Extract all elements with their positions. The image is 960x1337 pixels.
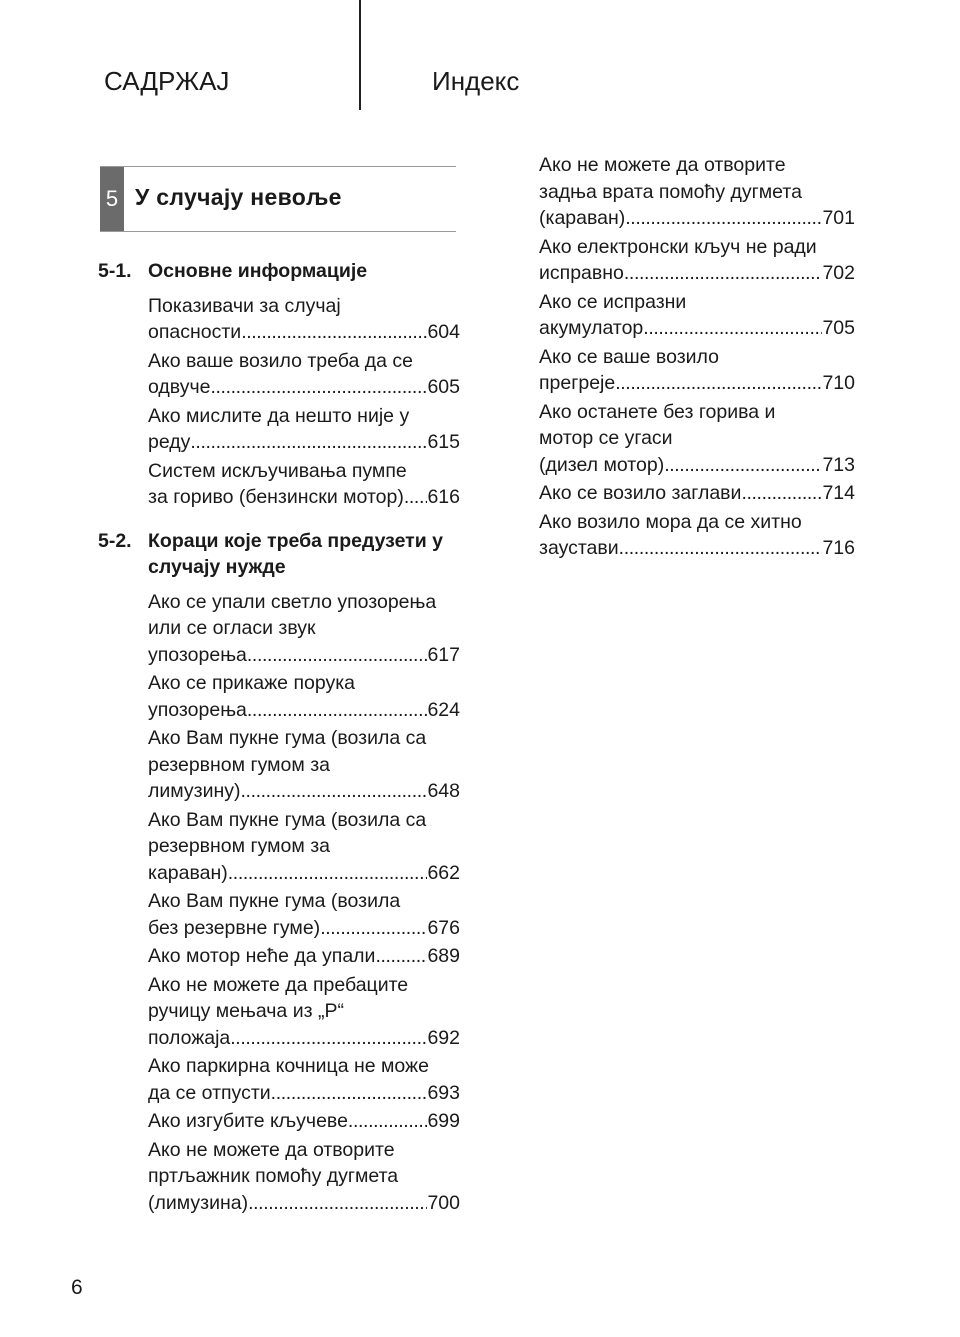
section-number-tab: 5 [100,167,124,231]
entry-page-number: 716 [822,537,855,559]
entry-text: заустави [539,537,619,559]
subsection-number: 5-1. [98,260,132,282]
dot-leader [348,1108,428,1135]
entry-text: Ако мотор неће да упали [148,945,376,967]
contents-link[interactable]: САДРЖАЈ [104,66,230,96]
toc-entry-link[interactable] [539,234,855,287]
dot-leader [624,260,823,287]
entry-text: Ако паркирна кочница не може [148,1055,429,1077]
entry-text: опасности [148,321,242,343]
entry-last-line [148,697,460,724]
entry-text: (дизел мотор) [539,453,665,476]
entry-text: положаја [148,1026,231,1049]
entry-last-line [539,315,855,342]
entry-text: за гориво (бензински мотор) [148,486,404,508]
dot-leader [375,943,427,970]
entry-text: Ако Вам пукне гума (возила са [148,808,427,831]
toc-entry-link[interactable] [539,289,855,342]
entry-page-number: 615 [427,431,460,453]
entry-text: упозорења [148,698,247,721]
entry-last-line [148,319,460,346]
entry-page-number: 700 [427,1191,460,1214]
entry-last-line [539,452,855,479]
toc-entry-link[interactable] [148,348,460,401]
dot-leader [241,778,428,805]
subsection-entries [98,293,460,511]
entry-last-line [148,374,460,401]
entry-last-line [539,535,855,562]
entry-page-number: 702 [822,262,855,284]
dot-leader [615,370,822,397]
entry-text: упозорења [148,643,247,666]
toc-entry-link[interactable] [148,670,460,723]
entry-last-line [148,915,460,942]
entry-text: Показивачи за случај [148,294,341,317]
entry-last-line [539,480,855,507]
entry-text: да се отпусти [148,1081,271,1104]
entry-text: Ако електронски кључ не ради [539,235,817,258]
toc-left-column [98,258,460,1233]
entry-text: прегреје [539,372,616,394]
entry-text: (караван) [539,207,626,229]
entry-text: Ако се испразни [539,290,687,313]
entry-page-number: 616 [427,486,460,508]
subsection-heading [98,528,460,581]
subsection-title: Кораци које треба предузети у случају нужде [148,529,443,578]
entry-text: караван) [148,861,228,884]
entry-text: акумулатор [539,317,644,339]
entry-text: Ако се возило заглави [539,482,742,504]
entry-page-number: 617 [427,643,460,666]
subsection-title: Основне информације [148,260,368,282]
entry-page-number: 693 [427,1081,460,1104]
dot-leader [248,1190,427,1217]
entry-text: без резервне гуме) [148,916,321,939]
entry-page-number: 699 [427,1110,460,1132]
dot-leader [230,1025,427,1052]
dot-leader [247,642,428,669]
entry-text: Ако ваше возило треба да се [148,349,413,372]
page-number: 6 [71,1276,83,1299]
toc-entry-link[interactable] [148,972,460,1052]
toc-entry-link[interactable] [539,480,855,507]
entry-last-line [539,370,855,397]
entry-text: лимузину) [148,780,241,802]
entry-text: Ако не можете да пребаците [148,973,409,996]
dot-leader [247,697,428,724]
entry-page-number: 701 [822,207,855,229]
dot-leader [210,374,427,401]
entry-text: задња врата помоћу дугмета [539,180,802,203]
entry-last-line [539,260,855,287]
toc-entry-link[interactable] [148,458,460,511]
entry-page-number: 689 [427,945,460,967]
entry-text: Ако се ваше возило [539,345,719,368]
dot-leader [404,484,428,511]
dot-leader [190,429,427,456]
entry-text: Ако Вам пукне гума (возила са [148,727,427,749]
subsection-number: 5-2. [98,529,132,552]
toc-entry-link[interactable] [539,399,855,479]
entry-text: Ако изгубите кључеве [148,1110,348,1132]
entry-text: исправно [539,262,624,284]
dot-leader [619,535,823,562]
entry-last-line [148,778,460,805]
entry-text: резервном гумом за [148,835,330,857]
entry-page-number: 710 [822,372,855,394]
toc-entry-link[interactable] [148,807,460,887]
entry-text: пртљажник помоћу дугмета [148,1165,399,1187]
entry-text: Ако се прикаже порука [148,672,356,694]
entry-page-number: 604 [427,321,460,343]
entry-text: Ако не можете да отворите [539,154,786,176]
entry-page-number: 648 [427,780,460,802]
entry-page-number: 605 [427,376,460,398]
entry-last-line [148,642,460,669]
entry-page-number: 676 [427,916,460,939]
entry-text: Ако останете без горива и [539,400,776,423]
entry-last-line [539,205,855,232]
entry-text: Ако возило мора да се хитно [539,510,802,533]
toc-entry-link[interactable] [539,509,855,562]
entry-page-number: 662 [427,861,460,884]
entry-page-number: 714 [822,482,855,504]
dot-leader [643,315,822,342]
entry-text: (лимузина) [148,1191,249,1214]
dot-leader [625,205,822,232]
toc-entry-link[interactable] [148,725,460,805]
entry-last-line [148,943,460,970]
entry-text: Ако не можете да отворите [148,1138,395,1161]
entry-text: реду [148,431,191,453]
entry-page-number: 705 [822,317,855,339]
toc-entry-link[interactable] [148,888,460,941]
entry-text: мотор се угаси [539,427,673,449]
nav-divider [359,0,361,110]
entry-last-line [148,429,460,456]
index-link[interactable]: Индекс [432,66,520,96]
toc-entry-link[interactable] [148,589,460,669]
dot-leader [271,1080,428,1107]
dot-leader [228,860,428,887]
entry-text: ручицу мењача из „P“ [148,1000,344,1022]
dot-leader [241,319,427,346]
entry-text: или се огласи звук [148,617,316,639]
entry-last-line [148,1190,460,1217]
dot-leader [741,480,822,507]
toc-entry-link[interactable] [148,403,460,456]
toc-entry-link[interactable] [148,293,460,346]
dot-leader [664,452,822,479]
entry-last-line [148,1108,460,1135]
entry-text: Ако мислите да нешто није у [148,404,410,427]
toc-entry-link[interactable] [148,943,460,970]
entry-text: Систем искључивања пумпе [148,459,407,482]
toc-entry-link[interactable] [148,1053,460,1106]
subsection-entries [98,589,460,1217]
entry-last-line [148,1025,460,1052]
entry-page-number: 713 [822,453,855,476]
section-header [100,166,456,232]
toc-entry-link[interactable] [539,344,855,397]
entry-text: резервном гумом за [148,753,330,776]
section-title: У случају невоље [135,184,342,210]
entry-text: одвуче [148,376,211,398]
entry-page-number: 692 [427,1026,460,1049]
toc-entry-link[interactable] [539,152,855,232]
entry-text: Ако се упали светло упозорења [148,590,437,613]
subsection-heading [98,258,460,285]
entry-text: Ако Вам пукне гума (возила [148,890,401,912]
dot-leader [320,915,427,942]
toc-right-column [539,152,855,564]
entry-last-line [148,860,460,887]
toc-entry-link[interactable] [148,1108,460,1135]
toc-entry-link[interactable] [148,1137,460,1217]
entry-last-line [148,1080,460,1107]
entry-last-line [148,484,460,511]
entry-page-number: 624 [427,698,460,721]
